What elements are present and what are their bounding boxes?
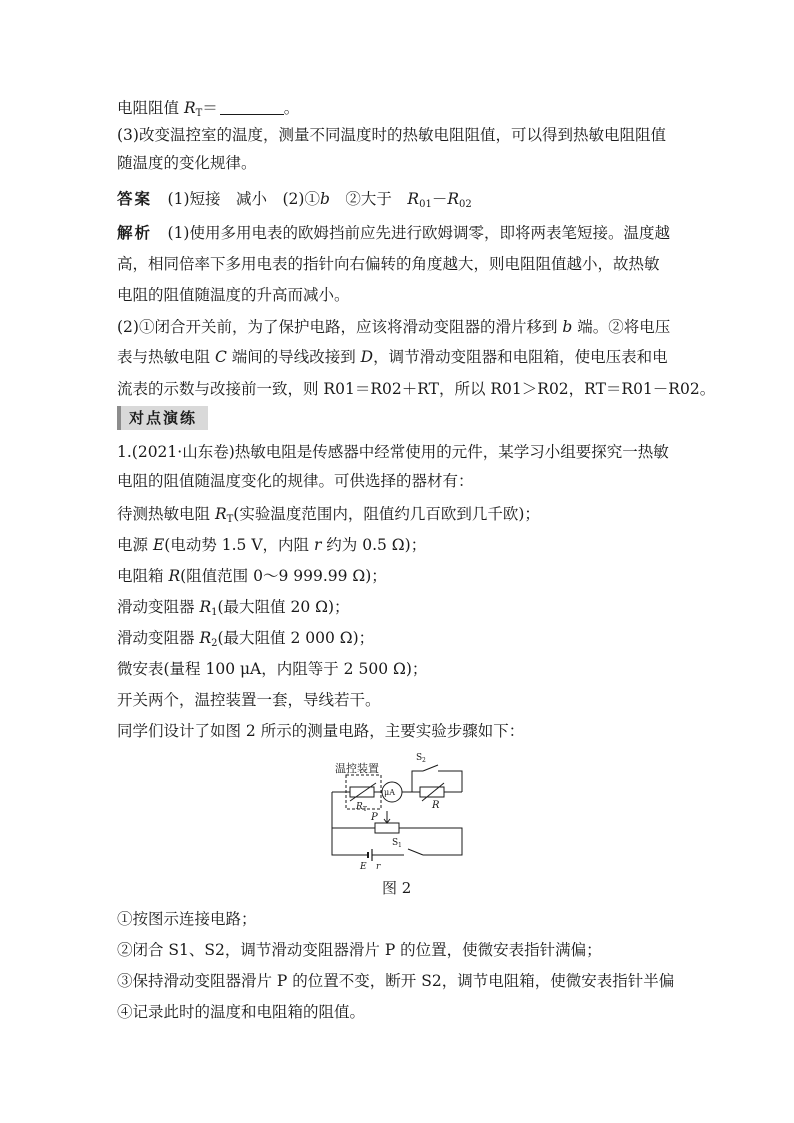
text: ＝	[202, 99, 218, 117]
step-item: ①按图示连接电路；	[117, 910, 257, 928]
r-box-label: R	[432, 800, 440, 811]
subscript: 2	[211, 638, 218, 649]
text: (最大阻值 20 Ω)；	[217, 598, 350, 616]
equipment-item: 微安表(量程 100 μA，内阻等于 2 500 Ω)；	[117, 660, 428, 678]
equipment-item	[117, 503, 682, 525]
microammeter-label: μA	[384, 788, 395, 797]
s1-sub-label: 1	[398, 842, 402, 849]
equipment-item	[117, 534, 682, 556]
text: (电动势 1.5 V，内阻	[164, 536, 314, 554]
subscript: T	[195, 108, 203, 119]
e-label: E	[360, 862, 367, 870]
figure-caption: 图 2	[382, 879, 412, 897]
text: (实验温度范围内，阻值约几百欧到几千欧)；	[233, 505, 540, 523]
subscript: 1	[211, 607, 218, 618]
text: (最大阻值 2 000 Ω)；	[217, 629, 375, 647]
text-line: (3)改变温控室的温度，测量不同温度时的热敏电阻阻值，可以得到热敏电阻阻值	[117, 126, 666, 144]
text: (2)①闭合开关前，为了保护电路，应该将滑动变阻器的滑片移到	[117, 318, 563, 336]
s2-label: S	[416, 753, 423, 763]
thermistor-symbol	[350, 787, 374, 797]
equipment-item	[117, 627, 682, 649]
text: 电源	[117, 536, 153, 554]
circuit-diagram	[320, 745, 470, 870]
text: 。	[283, 99, 300, 117]
symbol: E	[152, 536, 165, 554]
text: 电阻箱	[117, 567, 169, 585]
equipment-item	[117, 565, 682, 587]
text: 约为 0.5 Ω)；	[321, 536, 427, 554]
p-label: P	[371, 812, 378, 823]
text: 滑动变阻器	[117, 629, 200, 647]
text-line: 高，相同倍率下多用电表的指针向右偏转的角度越大，则电阻阻值越小，故热敏	[117, 255, 660, 273]
text-line: 电阻的阻值随温度的升高而减小。	[117, 286, 350, 304]
step-item: ②闭合 S1、S2，调节滑动变阻器滑片 P 的位置，使微安表指针满偏；	[117, 941, 602, 959]
text-line: 电阻的阻值随温度变化的规律。可供选择的器材有：	[117, 472, 474, 490]
symbol: r	[313, 536, 322, 554]
s2-sub-label: 2	[422, 757, 426, 764]
symbol: R	[407, 190, 420, 208]
subscript: 02	[459, 199, 472, 210]
rt-label: R	[356, 802, 363, 812]
rheostat-symbol	[375, 823, 399, 833]
subscript: 01	[419, 199, 432, 210]
text: －	[431, 190, 448, 208]
symbol: C	[214, 348, 227, 366]
symbol: b	[319, 190, 330, 208]
text: 表与热敏电阻	[117, 348, 215, 366]
equipment-item: 开关两个，温控装置一套，导线若干。	[117, 691, 381, 709]
section-heading: 对点演练	[117, 406, 208, 430]
symbol: R	[199, 629, 212, 647]
text: 滑动变阻器	[117, 598, 200, 616]
answer-line	[117, 188, 682, 210]
rt-sub-label: T	[363, 806, 368, 813]
text-line: 1.(2021·山东卷)热敏电阻是传感器中经常使用的元件，某学习小组要探究一热敏	[117, 443, 669, 461]
text: (1)使用多用电表的欧姆挡前应先进行欧姆调零，即将两表笔短接。温度越	[152, 224, 670, 242]
symbol: R	[168, 567, 181, 585]
answer-blank	[220, 100, 284, 115]
s1-label: S	[392, 838, 399, 848]
step-item: ③保持滑动变阻器滑片 P 的位置不变，断开 S2，调节电阻箱，使微安表指针半偏	[117, 972, 675, 990]
symbol: R	[214, 505, 227, 523]
text-line	[117, 316, 682, 338]
step-item: ④记录此时的温度和电阻箱的阻值。	[117, 1003, 366, 1021]
answer-label: 答案	[117, 189, 153, 208]
text: 待测热敏电阻	[117, 505, 215, 523]
text-line: 同学们设计了如图 2 所示的测量电路，主要实验步骤如下：	[117, 722, 525, 740]
text: (1)短接 减小 (2)①	[167, 190, 320, 208]
text: ，调节滑动变阻器和电阻箱，使电压表和电	[373, 348, 668, 366]
text: 端间的导线改接到	[226, 348, 361, 366]
text-line	[117, 346, 682, 368]
symbol: R	[199, 598, 212, 616]
symbol: D	[360, 348, 374, 366]
text: 电阻阻值	[117, 99, 184, 117]
symbol: R	[183, 99, 196, 117]
thermostat-label: 温控装置	[335, 762, 379, 775]
analysis-label: 解析	[117, 223, 153, 242]
text: (阻值范围 0～9 999.99 Ω)；	[180, 567, 387, 585]
symbol: R	[447, 190, 459, 208]
text-line: 随温度的变化规律。	[117, 154, 257, 172]
analysis-line	[117, 222, 682, 244]
equipment-item	[117, 596, 682, 618]
subscript: T	[226, 514, 234, 525]
symbol: b	[562, 318, 573, 336]
text: 端。②将电压	[572, 318, 671, 336]
text-line-formula: 流表的示数与改接前一致，则 R01＝R02＋RT，所以 R01＞R02，RT＝R01－R02。	[117, 380, 716, 398]
text-line-rt-blank	[117, 97, 682, 119]
resistance-box-symbol	[420, 787, 444, 797]
text: ②大于	[329, 190, 408, 208]
r-internal-label: r	[376, 862, 381, 870]
